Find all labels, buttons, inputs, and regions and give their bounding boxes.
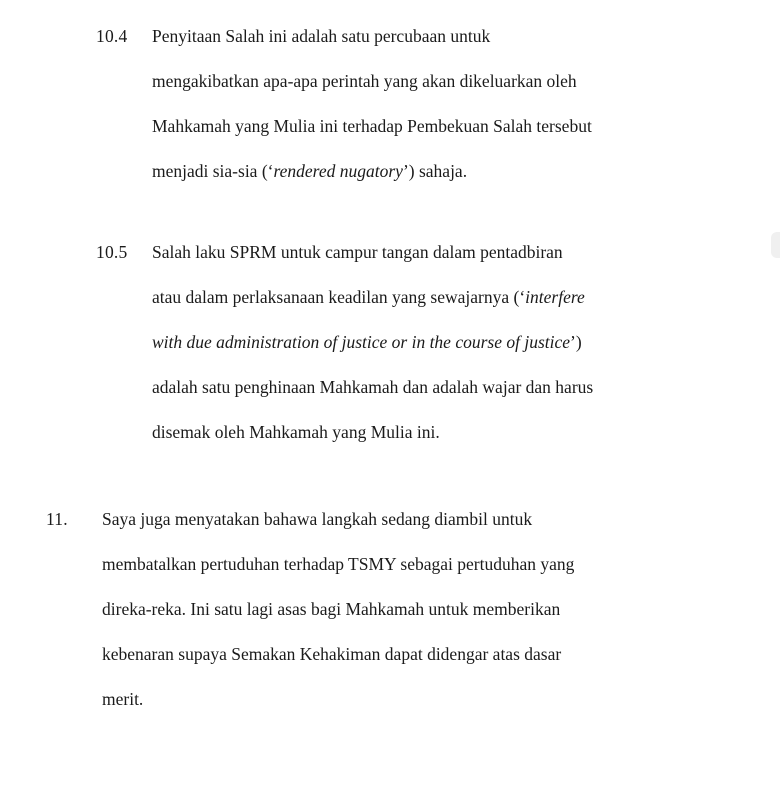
italic-phrase: with due administration of justice or in the course of justice	[152, 332, 571, 352]
italic-phrase: interfere	[525, 287, 585, 307]
paragraph-line	[152, 275, 717, 320]
paragraph-line: mengakibatkan apa-apa perintah yang akan dikeluarkan oleh	[152, 71, 577, 91]
text-fragment: menjadi sia-sia (‘	[152, 161, 274, 181]
paragraph-line: merit.	[102, 689, 144, 709]
paragraph-line: disemak oleh Mahkamah yang Mulia ini.	[152, 422, 440, 442]
paragraph-body-10-4	[152, 14, 717, 194]
paragraph-line: Penyitaan Salah ini adalah satu percubaan untuk	[152, 26, 491, 46]
paragraph-line	[152, 149, 717, 194]
italic-phrase: rendered nugatory	[273, 161, 403, 181]
text-fragment: ’) sahaja.	[402, 161, 468, 181]
text-fragment: atau dalam perlaksanaan keadilan yang sewajarnya (‘	[152, 287, 526, 307]
paragraph-11	[46, 497, 718, 722]
paragraph-10-5	[46, 230, 718, 455]
paragraph-line: membatalkan pertuduhan terhadap TSMY sebagai pertuduhan yang	[102, 554, 575, 574]
scan-edge-artifact	[771, 232, 780, 258]
paragraph-number-10-4: 10.4	[96, 26, 128, 46]
paragraph-line: direka-reka. Ini satu lagi asas bagi Mahkamah untuk memberikan	[102, 599, 561, 619]
paragraph-spacer	[46, 455, 718, 497]
paragraph-10-4	[46, 14, 718, 194]
paragraph-number-10-5: 10.5	[96, 242, 128, 262]
paragraph-line: kebenaran supaya Semakan Kehakiman dapat didengar atas dasar	[102, 644, 562, 664]
paragraph-line: Saya juga menyatakan bahawa langkah sedang diambil untuk	[102, 509, 533, 529]
paragraph-line: Salah laku SPRM untuk campur tangan dalam pentadbiran	[152, 242, 563, 262]
paragraph-line	[152, 320, 717, 365]
text-fragment: ’)	[570, 332, 582, 352]
paragraph-spacer	[46, 194, 718, 230]
paragraph-body-10-5	[152, 230, 717, 455]
paragraph-body-11	[102, 497, 719, 722]
paragraph-line: Mahkamah yang Mulia ini terhadap Pembekuan Salah tersebut	[152, 116, 592, 136]
paragraph-line: adalah satu penghinaan Mahkamah dan adalah wajar dan harus	[152, 377, 594, 397]
paragraph-number-11: 11.	[46, 509, 68, 529]
